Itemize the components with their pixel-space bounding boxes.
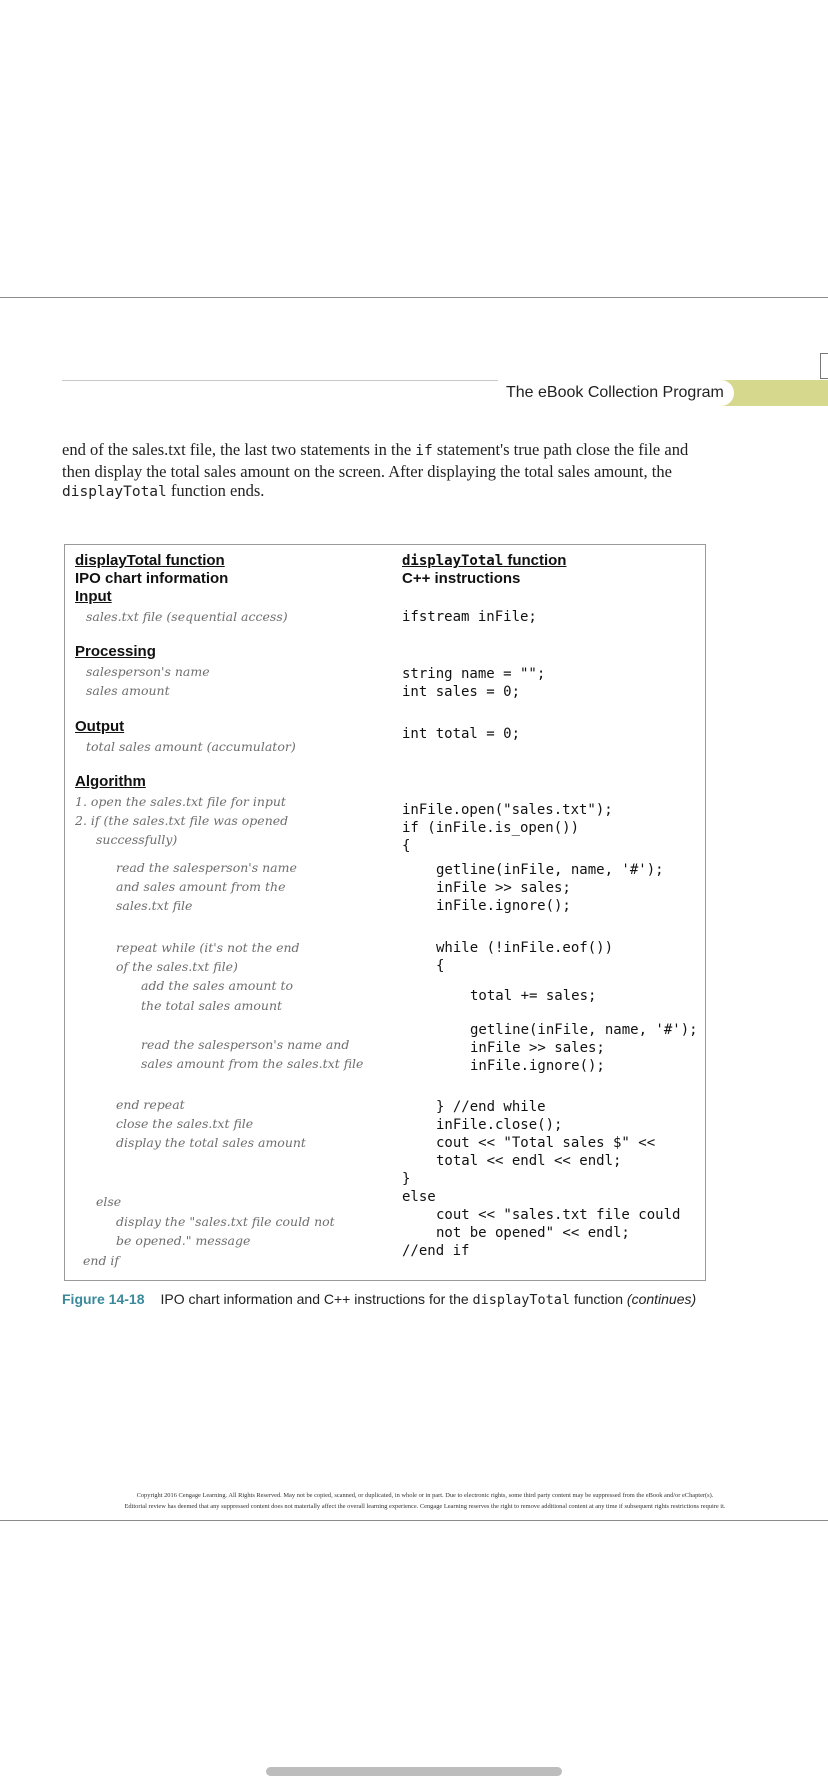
code-line: while (!inFile.eof())	[436, 940, 614, 956]
algorithm-step: add the sales amount to	[141, 978, 294, 993]
code-line: } //end while	[436, 1099, 546, 1115]
home-indicator[interactable]	[266, 1767, 562, 1776]
page-edge-box	[820, 353, 828, 379]
code-line: getline(inFile, name, '#');	[436, 862, 664, 878]
algorithm-step: else	[96, 1194, 122, 1209]
top-rule	[0, 297, 828, 298]
left-column-subtitle: IPO chart information	[75, 570, 229, 587]
input-item: sales.txt file (sequential access)	[86, 609, 288, 624]
code-line: inFile.open("sales.txt");	[402, 802, 613, 818]
intro-paragraph: end of the sales.txt file, the last two statements in the if statement's true path close the file and then display the total sales amount on the screen. After displaying the total sales amount, the displayTotal function ends.	[62, 440, 689, 500]
processing-heading: Processing	[75, 643, 156, 660]
code-line: inFile.close();	[436, 1117, 563, 1133]
algorithm-step: 1. open the sales.txt file for input	[75, 794, 286, 809]
algorithm-step: the total sales amount	[141, 998, 283, 1013]
code-line: ifstream inFile;	[402, 609, 537, 625]
code-line: {	[402, 838, 411, 854]
code-line: cout << "sales.txt file could	[436, 1207, 681, 1223]
algorithm-step: close the sales.txt file	[116, 1116, 254, 1131]
figure-label: Figure 14-18	[62, 1291, 145, 1307]
right-column-subtitle: C++ instructions	[402, 570, 521, 587]
ipo-figure	[64, 544, 706, 1281]
code-line: total += sales;	[470, 988, 597, 1004]
output-item: total sales amount (accumulator)	[86, 739, 296, 754]
code-line: }	[402, 1171, 411, 1187]
algorithm-step: end if	[83, 1253, 120, 1268]
algorithm-heading: Algorithm	[75, 773, 146, 790]
figure-caption: Figure 14-18 IPO chart information and C++ instructions for the displayTotal function (continues)	[62, 1291, 697, 1308]
code-line: inFile.ignore();	[470, 1058, 605, 1074]
code-line: int total = 0;	[402, 726, 521, 742]
output-heading: Output	[75, 718, 125, 735]
algorithm-step: sales amount from the sales.txt file	[141, 1056, 364, 1071]
algorithm-step: be opened." message	[116, 1233, 251, 1248]
copyright-notice: Copyright 2016 Cengage Learning. All Rights Reserved. May not be copied, scanned, or duplicated, in whole or in part. Due to electronic rights, some third party content may be suppressed from the eBook and/or eChapter(s). Editorial review has deemed that any suppressed content does not materially affect the overall learning experience. Cengage Learning reserves the right to remove additional content at any time if subsequent rights restrictions require it.	[124, 1492, 726, 1510]
code-line: int sales = 0;	[402, 684, 521, 700]
code-line: //end if	[402, 1243, 470, 1259]
running-header: The eBook Collection Program	[498, 380, 734, 406]
algorithm-step: of the sales.txt file)	[116, 959, 238, 974]
processing-item: sales amount	[86, 683, 170, 698]
bottom-rule	[0, 1520, 828, 1521]
algorithm-step: read the salesperson's name and	[141, 1037, 350, 1052]
code-line: if (inFile.is_open())	[402, 820, 580, 836]
algorithm-step: successfully)	[96, 832, 178, 847]
code-line: getline(inFile, name, '#');	[470, 1022, 698, 1038]
code-line: else	[402, 1189, 436, 1205]
algorithm-step: read the salesperson's name	[116, 860, 297, 875]
code-line: inFile.ignore();	[436, 898, 571, 914]
algorithm-step: and sales amount from the	[116, 879, 286, 894]
algorithm-step: sales.txt file	[116, 898, 193, 913]
algorithm-step: repeat while (it's not the end	[116, 940, 300, 955]
algorithm-step: 2. if (the sales.txt file was opened	[75, 813, 289, 828]
right-column-title: displayTotal function	[402, 552, 567, 569]
code-line: total << endl << endl;	[436, 1153, 622, 1169]
code-line: not be opened" << endl;	[436, 1225, 630, 1241]
algorithm-step: display the "sales.txt file could not	[116, 1214, 335, 1229]
algorithm-step: end repeat	[116, 1097, 185, 1112]
code-line: cout << "Total sales $" <<	[436, 1135, 656, 1151]
code-line: inFile >> sales;	[436, 880, 571, 896]
code-line: {	[436, 958, 445, 974]
code-line: string name = "";	[402, 666, 546, 682]
algorithm-step: display the total sales amount	[116, 1135, 306, 1150]
left-column-title: displayTotal function	[75, 552, 225, 569]
input-heading: Input	[75, 588, 112, 605]
processing-item: salesperson's name	[86, 664, 210, 679]
code-line: inFile >> sales;	[470, 1040, 605, 1056]
